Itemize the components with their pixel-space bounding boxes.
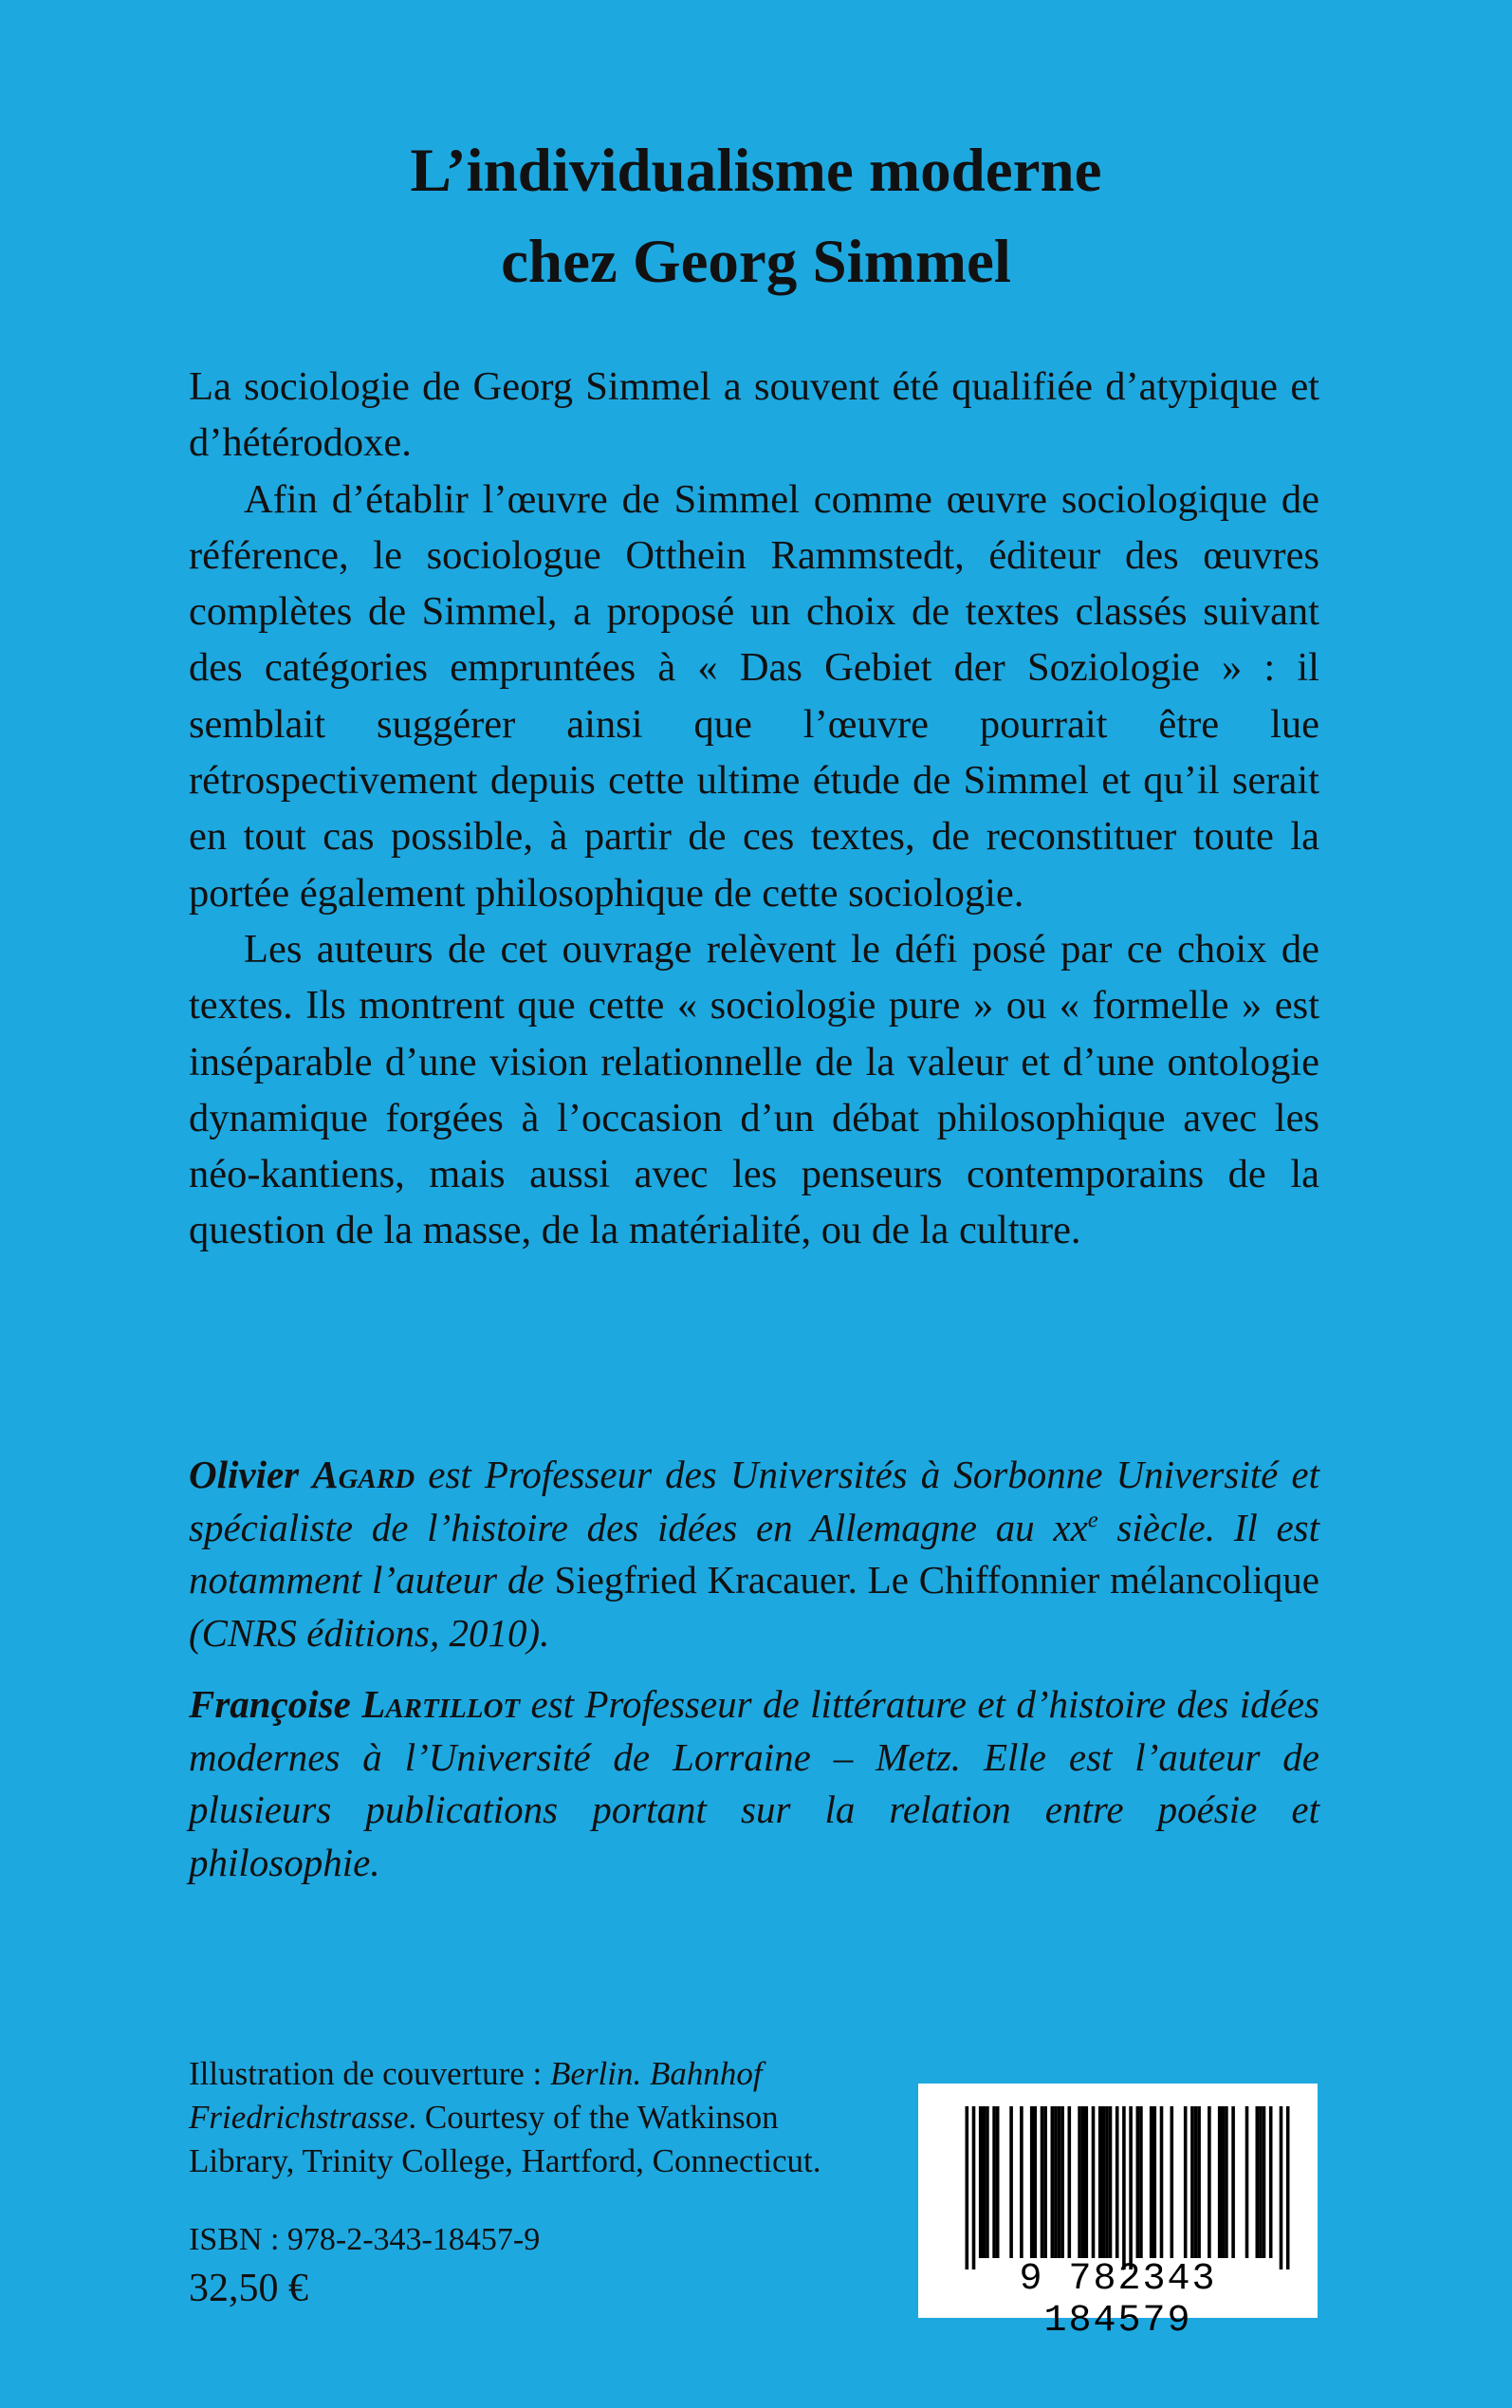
barcode-bar	[1184, 2106, 1188, 2258]
barcode-bar	[1208, 2106, 1211, 2258]
author-first-name: Françoise	[189, 1682, 351, 1726]
barcode-bar	[1139, 2106, 1143, 2258]
barcode-bar	[1153, 2106, 1157, 2258]
barcode-bar	[1081, 2106, 1085, 2258]
barcode-bar	[1060, 2106, 1064, 2258]
author-bio-text-2: siècle. Il est notamment l’auteur de	[189, 1505, 1319, 1602]
barcode-bar	[1030, 2106, 1034, 2258]
barcode-bar	[1263, 2106, 1266, 2258]
book-reference: Siegfried Kracauer. Le Chiffonnier mélancolique	[554, 1558, 1320, 1602]
author-bio-text: est Professeur de littérature et d’histoire des idées modernes à l’Université de Lorraine – Metz. Elle est l’auteur de plusieurs publications portant sur la relation entre poésie et philosophie.	[189, 1682, 1319, 1884]
author-bio-text: est Professeur des Universités à Sorbonne Université et spécialiste de l’histoire des idées en Allemagne au	[189, 1453, 1319, 1549]
century-superscript: e	[1087, 1506, 1098, 1532]
barcode-bar	[1041, 2106, 1044, 2258]
barcode-bar	[1009, 2106, 1013, 2258]
barcode-bar	[1098, 2106, 1102, 2258]
barcode-bar	[1102, 2106, 1106, 2258]
author-bios	[189, 1449, 1319, 1908]
barcode-bar	[1054, 2106, 1058, 2258]
summary-paragraph-2: Afin d’établir l’œuvre de Simmel comme œuvre sociologique de référence, le sociologue Otthein Rammstedt, éditeur des œuvres complètes de Simmel, a proposé un choix de textes classés suivant des catégories empruntées à « Das Gebiet der Soziologie » : il semblait suggérer ainsi que l’œuvre pourrait être lue rétrospectivement depuis cette ultime étude de Simmel et qu’il serait en tout cas possible, à partir de ces textes, de reconstituer toute la portée également philosophique de cette sociologie.	[189, 476, 1319, 916]
barcode-bar	[986, 2106, 989, 2258]
barcode-bar	[1171, 2106, 1174, 2258]
barcode-bar	[1150, 2106, 1153, 2258]
barcode-bar	[966, 2106, 969, 2269]
barcode-bar	[1043, 2106, 1047, 2258]
barcode	[918, 2084, 1318, 2343]
credits-label: Illustration de couverture :	[189, 2055, 543, 2092]
author-first-name: Olivier	[189, 1453, 300, 1496]
author-bio-agard	[189, 1449, 1319, 1659]
barcode-bar	[979, 2106, 983, 2258]
barcode-bar	[1129, 2106, 1133, 2269]
barcode-bar	[1259, 2106, 1263, 2258]
barcode-bar	[1092, 2106, 1096, 2258]
author-last-name: Agard	[312, 1453, 415, 1496]
barcode-bar	[1222, 2106, 1226, 2258]
title-line-2: chez Georg Simmel	[501, 228, 1011, 296]
barcode-bar	[1160, 2106, 1164, 2258]
credits-text	[189, 2052, 891, 2183]
barcode-bar	[1280, 2106, 1283, 2269]
barcode-bar	[1286, 2106, 1290, 2269]
barcode-bar	[1105, 2106, 1109, 2258]
cover-credits	[189, 2052, 891, 2183]
barcode-bar	[983, 2106, 986, 2258]
isbn: ISBN : 978-2-343-18457-9	[189, 2222, 541, 2257]
barcode-bar	[1078, 2106, 1081, 2258]
barcode-bar	[1197, 2106, 1201, 2258]
barcode-bar	[1245, 2106, 1249, 2258]
barcode-bar	[1256, 2106, 1260, 2258]
barcode-bar	[1058, 2106, 1061, 2258]
barcode-bar	[1034, 2106, 1038, 2258]
barcode-bar	[1020, 2106, 1023, 2258]
barcode-bar	[1190, 2106, 1194, 2258]
summary-paragraph-1: La sociologie de Georg Simmel a souvent été qualifiée d’atypique et d’hétérodoxe.	[189, 364, 1319, 466]
author-last-name: Lartillot	[361, 1682, 521, 1726]
price: 32,50 €	[189, 2267, 308, 2310]
illustration-title: Berlin. Bahnhof Friedrichstrasse	[189, 2055, 763, 2136]
barcode-bar	[1109, 2106, 1113, 2258]
barcode-bar	[1194, 2106, 1198, 2258]
publisher-reference: (CNRS éditions, 2010).	[189, 1610, 550, 1655]
barcode-bar	[1269, 2106, 1273, 2258]
barcode-bar	[1136, 2106, 1140, 2258]
summary-paragraph-3: Les auteurs de cet ouvrage relèvent le défi posé par ce choix de textes. Ils montrent que cette « sociologie pure » ou « formelle » est inséparable d’une vision relationnelle de la valeur et d’une ontologie dynamique forgées à l’occasion d’un débat philosophique avec les néo-kantiens, mais aussi avec les penseurs contemporains de la question de la masse, de la matérialité, ou de la culture.	[189, 926, 1319, 1253]
barcode-bar	[1225, 2106, 1228, 2258]
barcode-digits: 9 782343 184579	[1019, 2258, 1217, 2343]
barcode-bar	[1116, 2106, 1119, 2258]
century-numeral: xx	[1053, 1505, 1088, 1549]
credits-courtesy: . Courtesy of the Watkinson Library, Trinity College, Hartford, Connecticut.	[189, 2099, 821, 2179]
barcode-bar	[996, 2106, 1000, 2258]
barcode-bar	[1231, 2106, 1235, 2258]
barcode-bar	[1122, 2106, 1126, 2269]
barcode-bar	[972, 2106, 976, 2269]
barcode-bar	[1068, 2106, 1072, 2258]
book-title	[0, 125, 1512, 307]
barcode-bar	[992, 2106, 996, 2258]
title-line-1: L’individualisme moderne	[410, 137, 1102, 205]
barcode-bar	[1218, 2106, 1222, 2258]
author-bio-lartillot	[189, 1678, 1319, 1889]
century	[1053, 1506, 1097, 1549]
barcode-bar	[1051, 2106, 1055, 2258]
summary	[189, 359, 1319, 1259]
barcode-bar	[1085, 2106, 1089, 2258]
